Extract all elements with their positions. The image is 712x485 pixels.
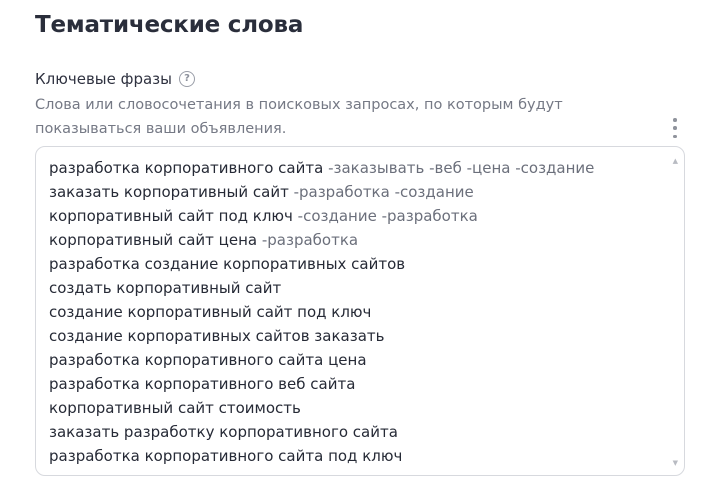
keyword-phrase: разработка корпоративного сайта (49, 159, 324, 177)
keywords-textarea[interactable] (35, 146, 685, 476)
keyword-line[interactable] (49, 324, 664, 348)
keyword-line[interactable] (49, 300, 664, 324)
keyword-line[interactable] (49, 228, 664, 252)
negative-keywords: -создание -разработка (292, 207, 478, 225)
section-title: Тематические слова (35, 12, 304, 38)
keyword-phrase: разработка корпоративного веб сайта (49, 375, 356, 393)
keyword-phrase: корпоративный сайт под ключ (49, 207, 293, 225)
keyword-line[interactable] (49, 252, 664, 276)
keyword-line[interactable] (49, 348, 664, 372)
keyword-line[interactable] (49, 204, 664, 228)
kebab-menu-icon[interactable] (668, 118, 682, 138)
keyword-line[interactable] (49, 372, 664, 396)
negative-keywords: -заказывать -веб -цена -создание (323, 159, 595, 177)
negative-keywords: -разработка (257, 231, 359, 249)
scroll-up-icon[interactable]: ▲ (672, 157, 678, 165)
keyword-line[interactable] (49, 396, 664, 420)
keyword-line[interactable] (49, 180, 664, 204)
keyword-phrase: корпоративный сайт цена (49, 231, 258, 249)
keyword-line[interactable] (49, 420, 664, 444)
field-description: Слова или словосочетания в поисковых запросах, по которым будут показываться ваши объявления. (35, 97, 563, 137)
keyword-phrase: разработка корпоративного сайта цена (49, 351, 367, 369)
field-label-row (35, 70, 195, 88)
question-circle-icon[interactable]: ? (179, 71, 195, 87)
keyword-line[interactable] (49, 444, 664, 468)
scroll-down-icon[interactable]: ▼ (672, 459, 678, 467)
keywords-lines (49, 156, 664, 468)
keyword-line[interactable] (49, 156, 664, 180)
keyword-phrase: создать корпоративный сайт (49, 279, 282, 297)
keyword-phrase: заказать корпоративный сайт (49, 183, 289, 201)
keyword-phrase: создание корпоративный сайт под ключ (49, 303, 372, 321)
keyword-phrase: заказать разработку корпоративного сайта (49, 423, 398, 441)
keyword-phrase: разработка создание корпоративных сайтов (49, 255, 406, 273)
field-label: Ключевые фразы (35, 70, 172, 88)
keyword-phrase: создание корпоративных сайтов заказать (49, 327, 385, 345)
negative-keywords: -разработка -создание (288, 183, 474, 201)
keyword-phrase: корпоративный сайт стоимость (49, 399, 301, 417)
keyword-phrase: разработка корпоративного сайта под ключ (49, 447, 403, 465)
keyword-line[interactable] (49, 276, 664, 300)
